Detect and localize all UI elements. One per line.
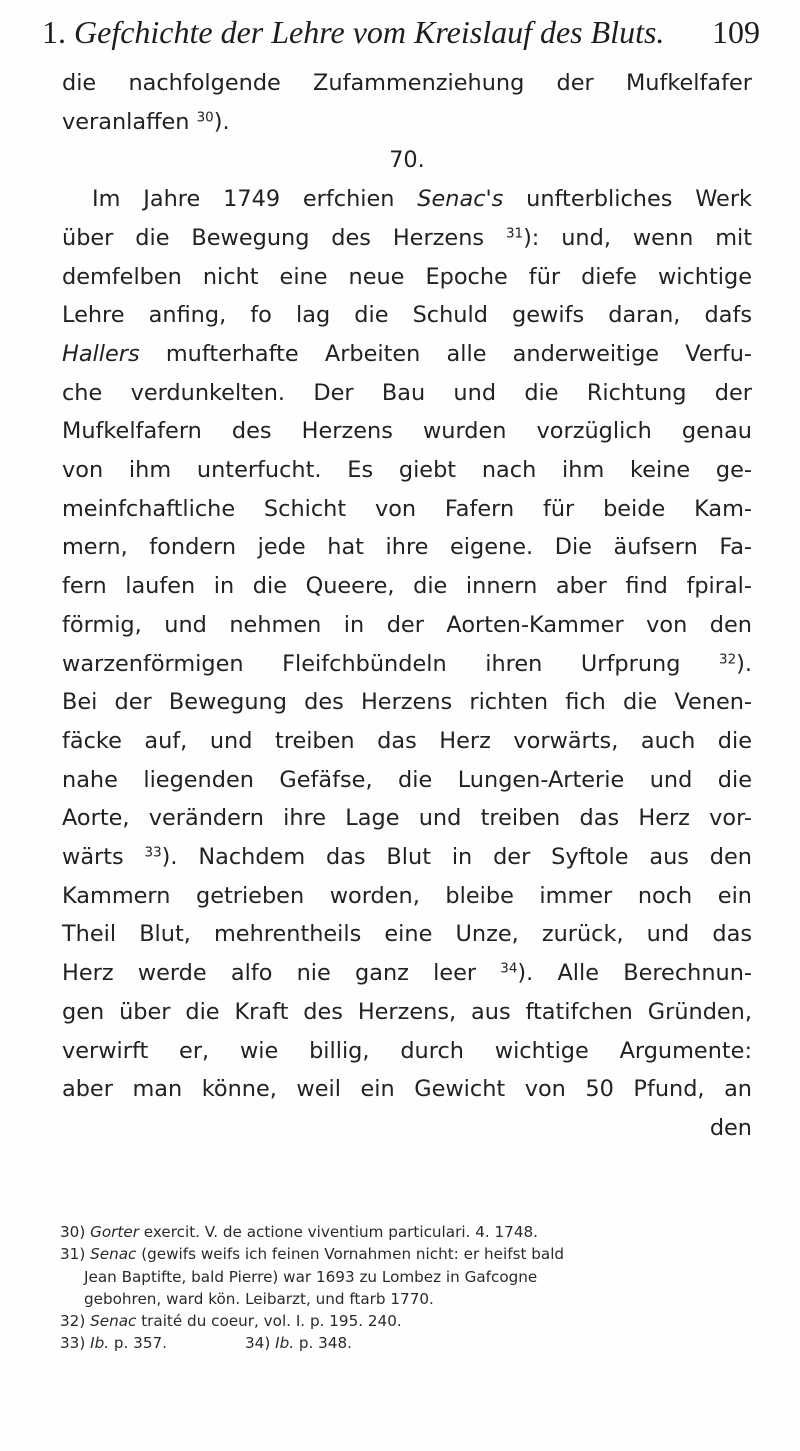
text-line bbox=[62, 103, 752, 142]
footnote-number: 30) bbox=[60, 1223, 86, 1241]
text-span: ). bbox=[736, 650, 752, 677]
text-line: demfelben nicht eine neue Epoche für diefe wichtige bbox=[62, 263, 752, 290]
footnote-ref: 32 bbox=[719, 652, 737, 668]
text-line: Bei der Bewegung des Herzens richten fich die Venen- bbox=[62, 689, 752, 716]
text-line: fäcke auf, und treiben das Herz vorwärts, auch die bbox=[62, 727, 752, 754]
text-line: von ihm unterfucht. Es giebt nach ihm keine ge- bbox=[62, 457, 752, 484]
page-number: 109 bbox=[712, 14, 760, 50]
footnote-33-34 bbox=[60, 1332, 750, 1354]
text-line: Kammern getrieben worden, bleibe immer noch ein bbox=[62, 882, 752, 909]
footnote-author: Ib. bbox=[90, 1334, 110, 1353]
author-name: Hallers bbox=[62, 340, 140, 367]
footnote-ref: 31 bbox=[505, 226, 524, 242]
footnote-author: Senac bbox=[90, 1312, 137, 1331]
catchword: den bbox=[709, 1114, 752, 1141]
footnote-text: p. 357. bbox=[113, 1334, 167, 1353]
footnote-number: 32) bbox=[60, 1312, 86, 1331]
text-line: förmig, und nehmen in der Aorten-Kammer von den bbox=[62, 611, 752, 638]
footnotes bbox=[60, 1221, 750, 1355]
text-line bbox=[62, 838, 752, 877]
chapter-number: 1. bbox=[42, 14, 66, 50]
footnote-ref: 30 bbox=[196, 110, 214, 126]
text-line: che verdunkelten. Der Bau und die Richtung der bbox=[62, 379, 752, 406]
page-header bbox=[42, 14, 760, 54]
footnote-author: Senac bbox=[90, 1245, 137, 1264]
footnote-31-line-3: gebohren, ward kön. Leibarzt, und ftarb 1770. bbox=[84, 1289, 434, 1308]
main-text bbox=[62, 64, 752, 1148]
footnote-31-line-2: Jean Baptifte, bald Pierre) war 1693 zu Lombez in Gafcogne bbox=[84, 1267, 538, 1286]
text-span: veranlaffen bbox=[62, 108, 190, 135]
text-span: über die Bewegung des Herzens bbox=[62, 224, 485, 251]
text-span: Im Jahre 1749 erfchien bbox=[92, 186, 395, 213]
text-line: verwirft er, wie billig, durch wichtige Argumente: bbox=[62, 1037, 752, 1064]
text-line: aber man könne, weil ein Gewicht von 50 Pfund, an bbox=[62, 1076, 752, 1103]
running-head-title: Gefchichte der Lehre vom Kreislauf des Bluts. bbox=[74, 14, 665, 50]
footnote-number: 34) bbox=[245, 1334, 271, 1353]
text-span: Herz werde alfo nie ganz leer bbox=[62, 960, 477, 987]
footnote-ref: 34 bbox=[500, 961, 518, 977]
text-span: ). Nachdem das Blut in der Syftole aus den bbox=[161, 844, 752, 871]
footnote-number: 33) bbox=[60, 1334, 86, 1353]
footnote-number: 31) bbox=[60, 1245, 86, 1264]
footnote-text: (gewifs weifs ich feinen Vornahmen nicht: er heifst bald bbox=[141, 1245, 565, 1264]
footnote-30 bbox=[60, 1221, 750, 1243]
section-number: 70. bbox=[389, 147, 425, 174]
text-line: Mufkelfafern des Herzens wurden vorzüglich genau bbox=[62, 418, 752, 445]
text-line: mern, fondern jede hat ihre eigene. Die äufsern Fa- bbox=[62, 534, 752, 561]
footnote-31 bbox=[60, 1243, 750, 1265]
footnote-text: exercit. V. de actione viventium particulari. 4. 1748. bbox=[143, 1223, 539, 1241]
footnote-author: Ib. bbox=[275, 1334, 295, 1353]
text-line: fern laufen in die Queere, die innern aber find fpiral- bbox=[62, 573, 752, 600]
text-span: unfterbliches Werk bbox=[526, 186, 753, 213]
running-head bbox=[42, 14, 664, 51]
text-line: meinfchaftliche Schicht von Fafern für beide Kam- bbox=[62, 495, 752, 522]
text-line: Lehre anfing, fo lag die Schuld gewifs daran, dafs bbox=[62, 302, 752, 329]
text-line: gen über die Kraft des Herzens, aus ftatifchen Gründen, bbox=[62, 998, 752, 1025]
footnote-ref: 33 bbox=[144, 845, 162, 861]
footnote-author: Gorter bbox=[90, 1223, 139, 1241]
author-name: Senac's bbox=[417, 186, 504, 213]
text-line: Aorte, verändern ihre Lage und treiben das Herz vor- bbox=[62, 805, 752, 832]
text-span: ): und, wenn mit bbox=[523, 224, 753, 251]
text-line: Theil Blut, mehrentheils eine Unze, zurück, und das bbox=[62, 921, 752, 948]
text-line: nahe liegenden Gefäfse, die Lungen-Arterie und die bbox=[62, 766, 752, 793]
footnote-text: p. 348. bbox=[298, 1334, 352, 1353]
footnote-text: traité du coeur, vol. I. p. 195. 240. bbox=[141, 1312, 402, 1331]
text-line bbox=[62, 954, 752, 993]
text-span: warzenförmigen Fleifchbündeln ihren Urfprung bbox=[62, 650, 681, 677]
text-line bbox=[62, 219, 752, 258]
text-line bbox=[62, 335, 752, 374]
text-span: ). Alle Berechnun- bbox=[517, 960, 752, 987]
text-span: ). bbox=[213, 108, 230, 135]
footnote-32 bbox=[60, 1310, 750, 1332]
text-line: die nachfolgende Zufammenziehung der Mufkelfafer bbox=[62, 70, 752, 96]
text-line bbox=[62, 645, 752, 684]
text-line bbox=[62, 180, 752, 219]
text-span: mufterhafte Arbeiten alle anderweitige Verfu- bbox=[165, 340, 752, 367]
text-span: wärts bbox=[62, 844, 124, 871]
